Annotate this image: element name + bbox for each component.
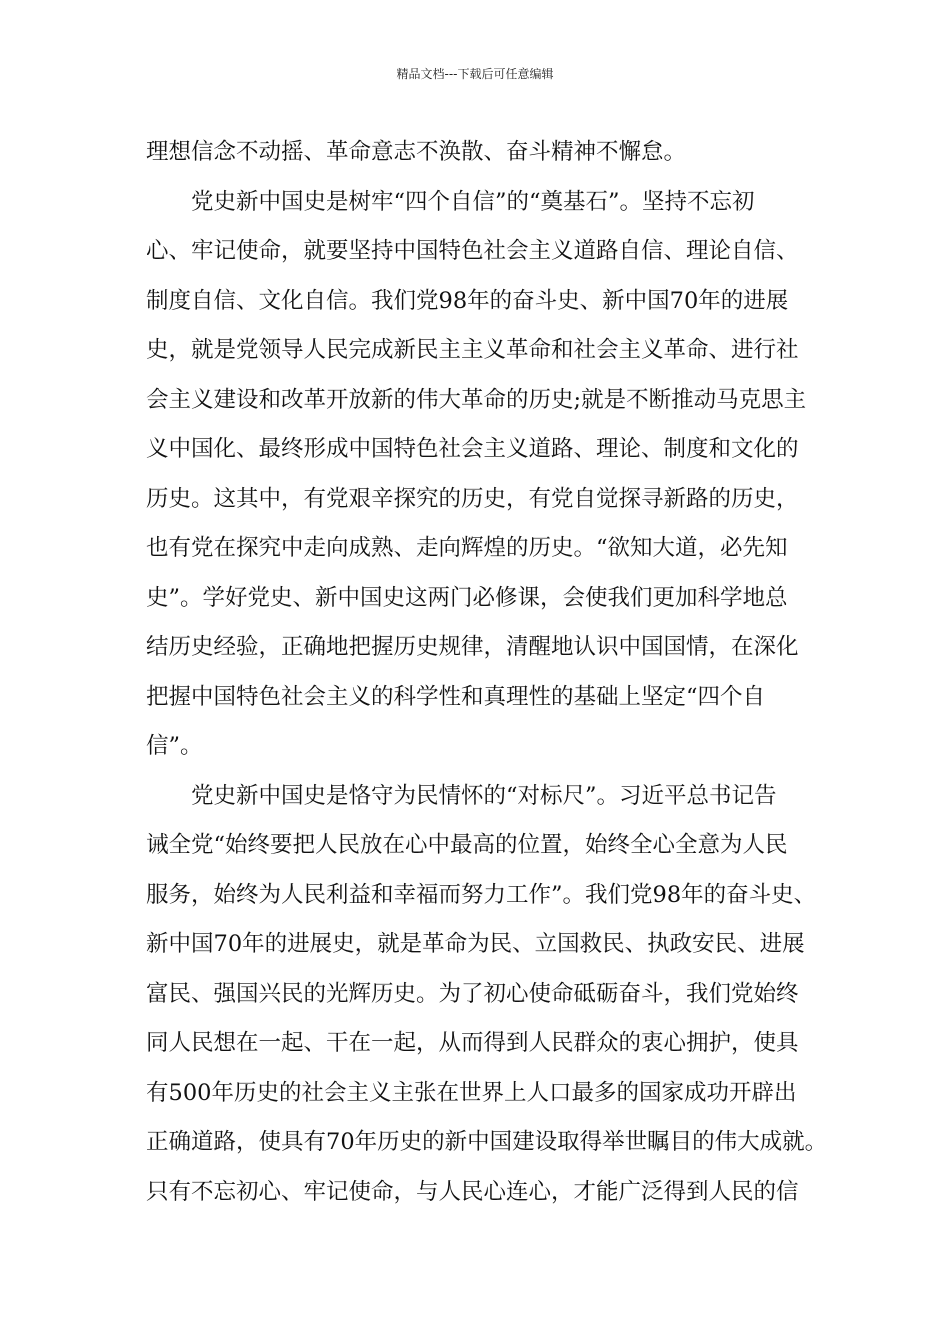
paragraph-line: 史，就是党领导人民完成新民主主义革命和社会主义革命、进行社 xyxy=(146,337,799,363)
page-header: 精品文档---下载后可任意编辑 xyxy=(396,67,554,81)
paragraph-line: 富民、强国兴民的光辉历史。为了初心使命砥砺奋斗，我们党始终 xyxy=(146,980,799,1007)
paragraph-line: 史”。学好党史、新中国史这两门必修课，会使我们更加科学地总 xyxy=(146,584,788,611)
paragraph-line: 结历史经验，正确地把握历史规律，清醒地认识中国国情，在深化 xyxy=(146,634,799,660)
document-body xyxy=(146,128,828,1217)
paragraph-line: 理想信念不动摇、革命意志不涣散、奋斗精神不懈怠。 xyxy=(146,139,687,165)
paragraph-line: 把握中国特色社会主义的科学性和真理性的基础上坚定“四个自 xyxy=(146,683,766,710)
paragraph-line: 有500年历史的社会主义主张在世界上人口最多的国家成功开辟出 xyxy=(146,1079,797,1106)
paragraph-line: 正确道路，使具有70年历史的新中国建设取得举世瞩目的伟大成就。 xyxy=(146,1129,828,1155)
paragraph-line: 同人民想在一起、干在一起，从而得到人民群众的衷心拥护，使具 xyxy=(146,1030,799,1056)
paragraph-line: 会主义建设和改革开放新的伟大革命的历史;就是不断推动马克思主 xyxy=(146,386,807,413)
paragraph-line: 心、牢记使命，就要坚持中国特色社会主义道路自信、理论自信、 xyxy=(146,238,799,264)
paragraph-line: 信”。 xyxy=(146,733,203,759)
paragraph-line: 党史新中国史是树牢“四个自信”的“奠基石”。坚持不忘初 xyxy=(191,188,755,215)
paragraph-line: 只有不忘初心、牢记使命，与人民心连心，才能广泛得到人民的信 xyxy=(146,1178,799,1205)
paragraph-line: 也有党在探究中走向成熟、走向辉煌的历史。“欲知大道，必先知 xyxy=(146,535,788,561)
paragraph-line: 服务，始终为人民利益和幸福而努力工作”。我们党98年的奋斗史、 xyxy=(146,881,817,908)
paragraph-line: 党史新中国史是恪守为民情怀的“对标尺”。习近平总书记告 xyxy=(191,782,777,809)
paragraph-line: 义中国化、最终形成中国特色社会主义道路、理论、制度和文化的 xyxy=(146,436,799,462)
paragraph-line: 诫全党“始终要把人民放在心中最高的位置，始终全心全意为人民 xyxy=(146,832,788,858)
paragraph-line: 制度自信、文化自信。我们党98年的奋斗史、新中国70年的进展 xyxy=(146,287,789,314)
paragraph-line: 新中国70年的进展史，就是革命为民、立国救民、执政安民、进展 xyxy=(146,931,805,957)
paragraph-line: 历史。这其中，有党艰辛探究的历史，有党自觉探寻新路的历史， xyxy=(146,485,799,512)
